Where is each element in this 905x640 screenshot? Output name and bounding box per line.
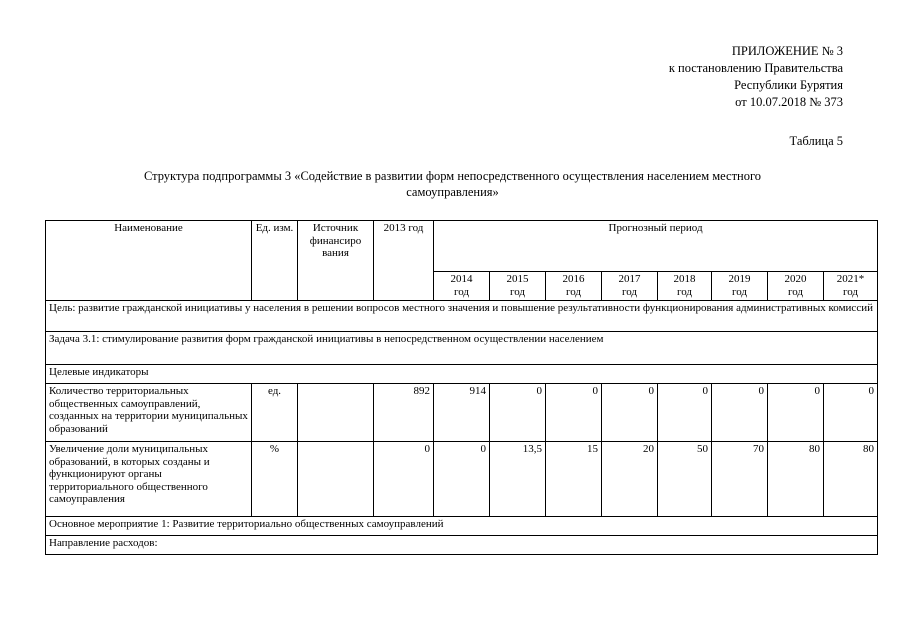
header-source: Источник финансиро вания [298, 221, 374, 301]
value-cell: 70 [712, 442, 768, 517]
value-cell: 0 [602, 384, 658, 442]
task-row [46, 332, 878, 365]
main-event-text: Основное мероприятие 1: Развитие территориально общественных самоуправлений [46, 517, 878, 536]
table-row [46, 442, 878, 517]
value-cell: 0 [490, 384, 546, 442]
header-name: Наименование [46, 221, 252, 301]
year-header: 2019 год [712, 272, 768, 301]
goal-text: Цель: развитие гражданской инициативы у населения в решении вопросов местного значения и повышение результативности функционирования административных комиссий [46, 301, 878, 332]
task-text: Задача 3.1: стимулирование развития форм гражданской инициативы в непосредственном осуществлении населением [46, 332, 878, 365]
value-2013: 892 [374, 384, 434, 442]
appendix-date: от 10.07.2018 № 373 [735, 95, 843, 109]
title-line-1: Структура подпрограммы 3 «Содействие в развитии форм непосредственного осуществления населением местного [143, 169, 762, 183]
table-row [46, 384, 878, 442]
value-cell: 15 [546, 442, 602, 517]
structure-table [45, 220, 878, 555]
value-cell: 20 [602, 442, 658, 517]
indicators-text: Целевые индикаторы [46, 365, 878, 384]
header-unit: Ед. изм. [252, 221, 298, 301]
goal-row [46, 301, 878, 332]
indicator-unit: ед. [252, 384, 298, 442]
year-header: 2018 год [658, 272, 712, 301]
header-row-1 [46, 221, 878, 272]
value-cell: 0 [768, 384, 824, 442]
direction-text: Направление расходов: [46, 536, 878, 555]
indicator-source [298, 384, 374, 442]
value-cell: 0 [546, 384, 602, 442]
indicator-unit: % [252, 442, 298, 517]
year-header: 2020 год [768, 272, 824, 301]
value-cell: 914 [434, 384, 490, 442]
appendix-ref: к постановлению Правительства [668, 61, 843, 75]
value-cell: 50 [658, 442, 712, 517]
year-header: 2014 год [434, 272, 490, 301]
value-cell: 0 [434, 442, 490, 517]
indicator-name: Увеличение доли муниципальных образований, в которых созданы и функционируют органы территориального общественного самоуправления [46, 442, 252, 517]
year-header: 2016 год [546, 272, 602, 301]
appendix-republic: Республики Бурятия [734, 78, 843, 92]
direction-row [46, 536, 878, 555]
title-line-2: самоуправления» [406, 185, 499, 199]
document-title [60, 168, 845, 200]
value-cell: 80 [824, 442, 878, 517]
year-header: 2017 год [602, 272, 658, 301]
year-header: 2021* год [824, 272, 878, 301]
main-event-row [46, 517, 878, 536]
appendix-header [669, 43, 843, 111]
value-cell: 13,5 [490, 442, 546, 517]
indicator-source [298, 442, 374, 517]
header-forecast: Прогнозный период [434, 221, 878, 272]
table-label: Таблица 5 [789, 134, 843, 148]
header-2013: 2013 год [374, 221, 434, 301]
value-2013: 0 [374, 442, 434, 517]
indicators-row [46, 365, 878, 384]
value-cell: 0 [658, 384, 712, 442]
year-header: 2015 год [490, 272, 546, 301]
value-cell: 0 [824, 384, 878, 442]
appendix-number: ПРИЛОЖЕНИЕ № 3 [731, 44, 843, 58]
indicator-name: Количество территориальных общественных самоуправлений, созданных на территории муниципальных образований [46, 384, 252, 442]
value-cell: 0 [712, 384, 768, 442]
value-cell: 80 [768, 442, 824, 517]
